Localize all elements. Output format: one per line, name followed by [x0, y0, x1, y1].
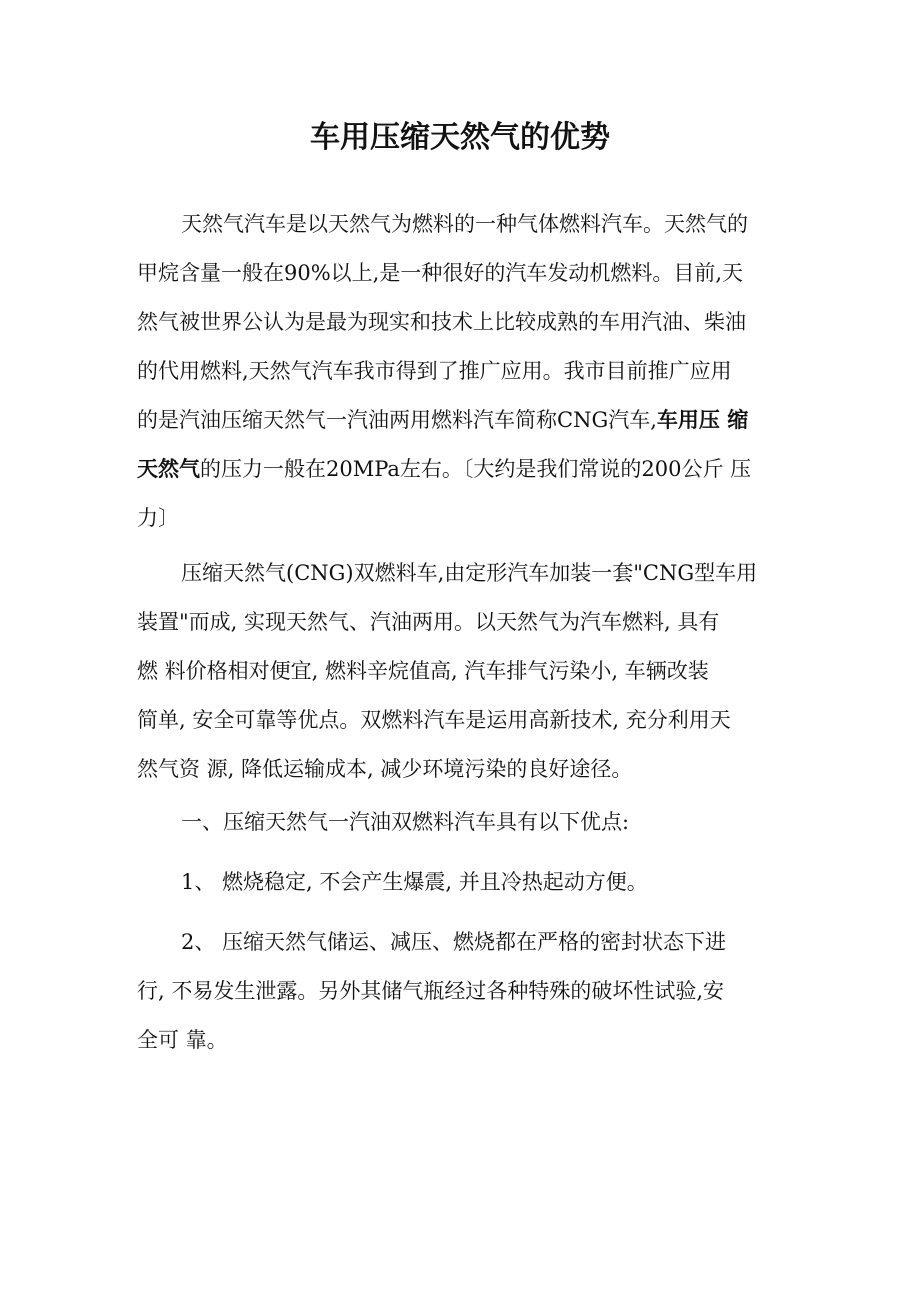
- paragraph-text: 的是汽油压缩天然气一汽油两用燃料汽车简称CNG汽车,: [137, 408, 657, 432]
- emphasis-text: 车用压 缩: [656, 408, 749, 432]
- paragraph-line: [137, 445, 757, 494]
- paragraph-line: 力〕: [137, 506, 179, 530]
- paragraph-line: 1、 燃烧稳定, 不会产生爆震, 并且冷热起动方便。: [181, 870, 648, 894]
- paragraph-line: 然气被世界公认为是最为现实和技术上比较成熟的车用汽油、柴油: [137, 310, 746, 334]
- paragraph-line: 甲烷含量一般在90%以上,是一种很好的汽车发动机燃料。目前,天: [137, 261, 744, 285]
- emphasis-text: 天然气: [137, 457, 200, 481]
- paragraph-line: 简单, 安全可靠等优点。双燃料汽车是运用高新技术, 充分利用天: [137, 708, 731, 732]
- paragraph-line: [137, 396, 757, 445]
- section-heading: [137, 798, 757, 847]
- paragraph-line: 的代用燃料,天然气汽车我市得到了推广应用。我市目前推广应用: [137, 359, 732, 383]
- paragraph-line: 一、压缩天然气一汽油双燃料汽车具有以下优点:: [181, 810, 630, 834]
- paragraph-intro: [137, 200, 757, 543]
- document-title: 车用压缩天然气的优势: [310, 120, 610, 155]
- paragraph-line: 全可 靠。: [137, 1028, 228, 1052]
- paragraph-line: 天然气汽车是以天然气为燃料的一种气体燃料汽车。天然气的: [181, 212, 748, 236]
- paragraph-line: 然气资 源, 降低运输成本, 减少环境污染的良好途径。: [137, 757, 633, 781]
- paragraph-line: 行, 不易发生泄露。另外其储气瓶经过各种特殊的破坏性试验,安: [137, 979, 725, 1003]
- paragraph-line: 燃 料价格相对便宜, 燃料辛烷值高, 汽车排气污染小, 车辆改装: [137, 659, 709, 683]
- list-item-2: [137, 918, 757, 1065]
- paragraph-line: 压缩天然气(CNG)双燃料车,由定形汽车加装一套"CNG型车用: [181, 561, 757, 585]
- paragraph-line: 2、 压缩天然气储运、减压、燃烧都在严格的密封状态下进: [181, 930, 727, 954]
- paragraph-text: 的压力一般在20MPa左右。〔大约是我们常说的200公斤 压: [200, 457, 752, 481]
- paragraph-line: 装置"而成, 实现天然气、汽油两用。以天然气为汽车燃料, 具有: [137, 610, 720, 634]
- list-item-1: [137, 858, 757, 907]
- paragraph-cng: [137, 549, 757, 794]
